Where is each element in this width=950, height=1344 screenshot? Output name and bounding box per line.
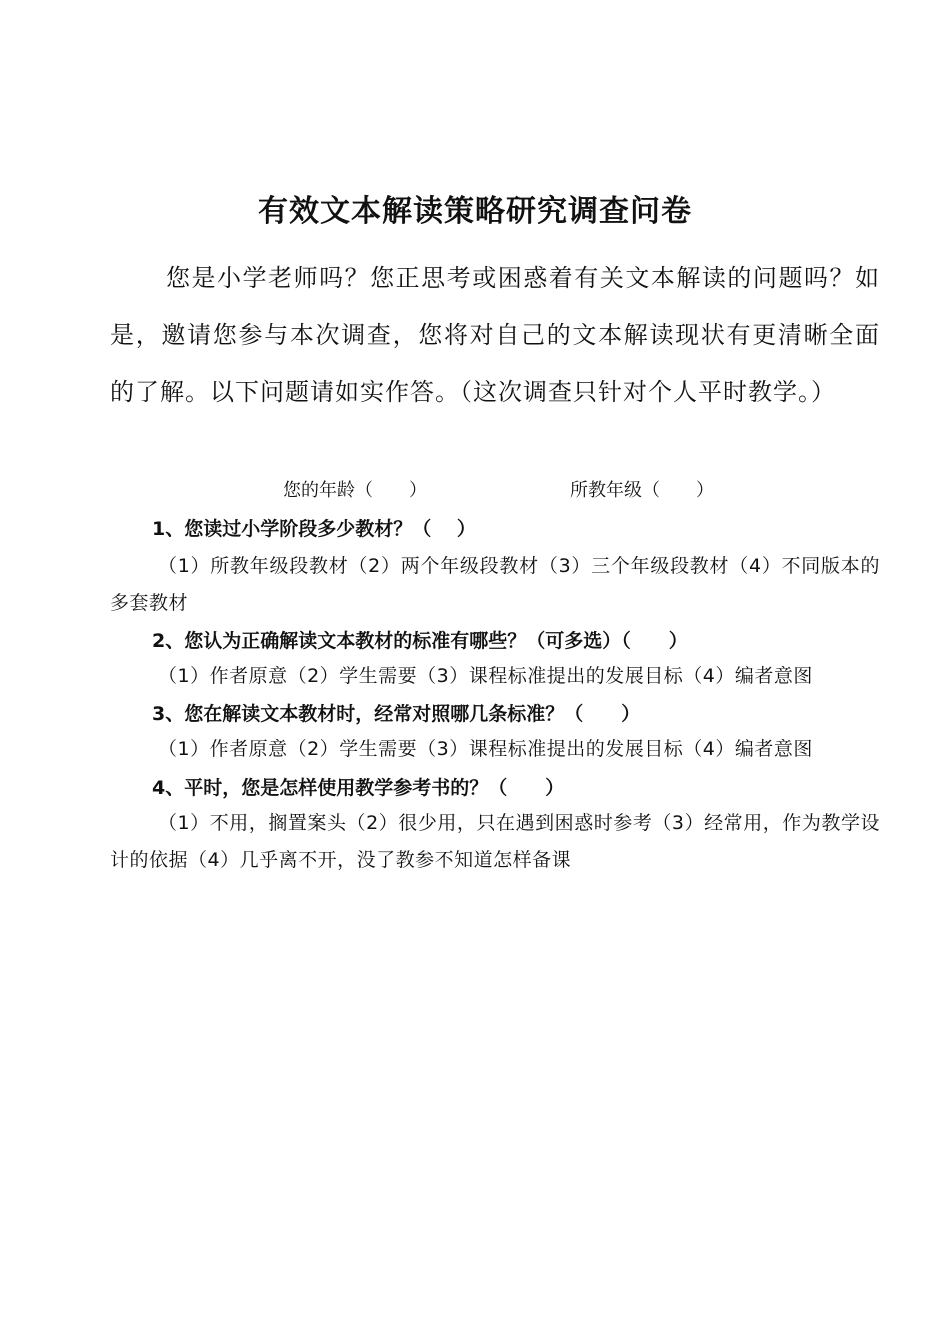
page-title: 有效文本解读策略研究调查问卷	[258, 194, 692, 229]
question-1-options: （1）所教年级段教材（2）两个年级段教材（3）三个年级段教材（4）不同版本的多套教材	[110, 555, 880, 614]
question-4: 4、平时，您是怎样使用教学参考书的？（ ）	[152, 777, 565, 799]
question-2-options: （1）作者原意（2）学生需要（3）课程标准提出的发展目标（4）编者意图	[158, 665, 813, 687]
intro-paragraph: 您是小学老师吗？您正思考或困惑着有关文本解读的问题吗？如是，邀请您参与本次调查，您将对自己的文本解读现状有更清晰全面的了解。以下问题请如实作答。（这次调查只针对个人平时教学。）	[110, 264, 880, 406]
age-field-label: 您的年龄（ ）	[283, 480, 427, 501]
question-2: 2、您认为正确解读文本教材的标准有哪些？（可多选）（ ）	[152, 630, 688, 652]
question-3: 3、您在解读文本教材时，经常对照哪几条标准？（ ）	[152, 703, 641, 725]
question-4-options: （1）不用，搁置案头（2）很少用，只在遇到困惑时参考（3）经常用，作为教学设计的依据（4）几乎离不开，没了教参不知道怎样备课	[110, 812, 880, 871]
question-3-options: （1）作者原意（2）学生需要（3）课程标准提出的发展目标（4）编者意图	[158, 738, 813, 760]
grade-field-label: 所教年级（ ）	[570, 480, 714, 501]
question-1: 1、您读过小学阶段多少教材？（ ）	[152, 518, 476, 540]
